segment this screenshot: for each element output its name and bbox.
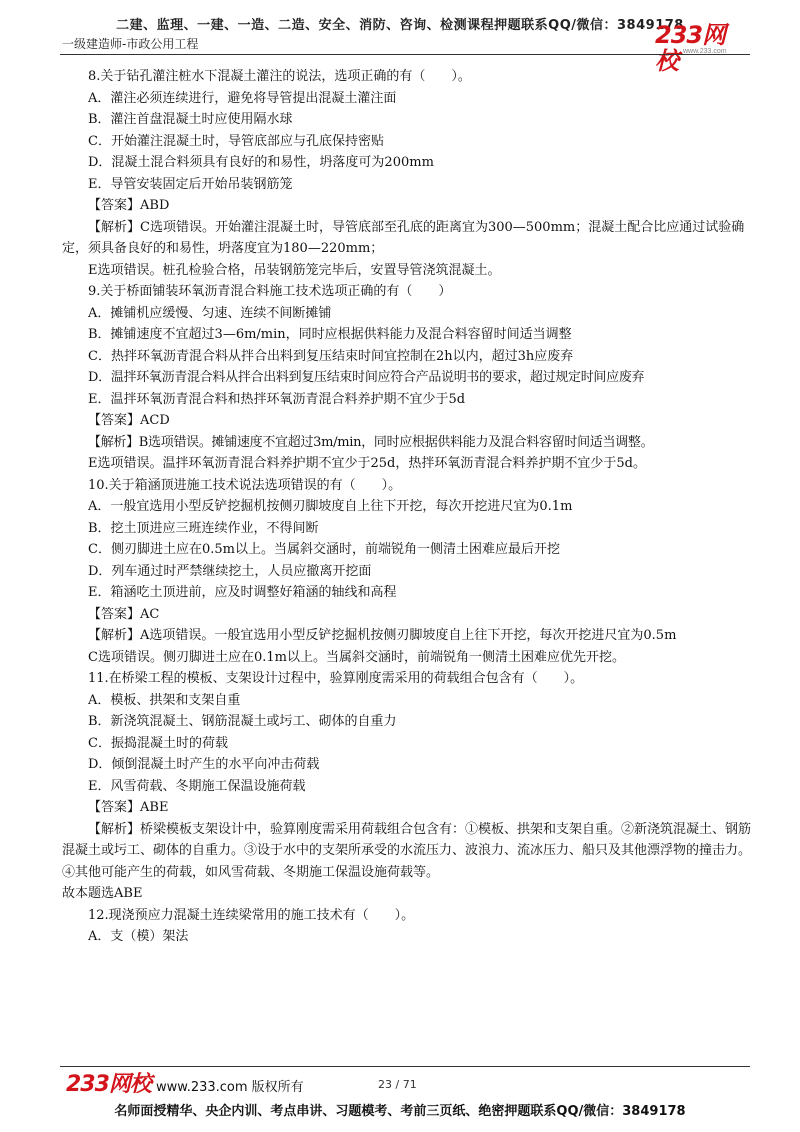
question-9-option-b: B．摊铺速度不宜超过3—6m/min，同时应根据供料能力及混合料容留时间适当调整 (88, 327, 572, 342)
question-10-analysis-2: C选项错误。侧刃脚进土应在0.1m以上。当属斜交涵时，前端锐角一侧清土困难应优先开挖。 (88, 649, 625, 665)
question-8-option-c: C．开始灌注混凝土时，导管底部应与孔底保持密贴 (88, 133, 384, 149)
question-11-option-c: C．振捣混凝土时的荷载 (88, 735, 228, 751)
question-8-option-a: A．灌注必须连续进行，避免将导管提出混凝土灌注面 (88, 90, 397, 106)
question-8-analysis: 【解析】C选项错误。开始灌注混凝土时，导管底部至孔底的距离宜为300—500mm；混凝土配合比应通过试验确定，须具备良好的和易性，坍落度宜为180—220mm； (62, 219, 745, 256)
question-8-analysis-2: E选项错误。桩孔检验合格，吊装钢筋笼完毕后，安置导管浇筑混凝土。 (88, 262, 501, 278)
question-10-option-b: B．挖土顶进应三班连续作业，不得间断 (88, 520, 319, 536)
question-11-option-d: D．倾倒混凝土时产生的水平向冲击荷载 (88, 757, 320, 772)
question-10-option-e: E．箱涵吃土顶进前，应及时调整好箱涵的轴线和高程 (88, 585, 397, 600)
page-number: 23 / 71 (378, 1078, 417, 1091)
question-11-analysis: 【解析】桥梁模板支架设计中，验算刚度需采用荷载组合包含有：①模板、拱架和支架自重。②新浇筑混凝土、钢筋混凝土或圬工、砌体的自重力。③设于水中的支架所承受的水流压力、波浪力、流冰压力、船只及其他漂浮物的撞击力。④其他可能产生的荷载，如风雪荷载、冬期施工保温设施荷载等。 (62, 821, 752, 880)
question-11-answer: 【答案】ABE (88, 800, 169, 815)
question-10-option-d: D．列车通过时严禁继续挖土，人员应撤离开挖面 (88, 563, 372, 579)
brand-logo-text: 233网校 (655, 21, 726, 75)
question-10-option-c: C．侧刃脚进土应在0.5m以上。当属斜交涵时，前端锐角一侧清土困难应最后开挖 (88, 542, 560, 557)
question-8-stem: 8.关于钻孔灌注桩水下混凝土灌注的说法，选项正确的有（ ）。 (88, 69, 471, 84)
footer-logo (66, 1072, 151, 1098)
question-8-option-d: D．混凝土混合料须具有良好的和易性，坍落度可为200mm (88, 155, 434, 170)
question-10-stem: 10.关于箱涵顶进施工技术说法选项错误的有（ ）。 (88, 477, 402, 493)
question-11-option-b: B．新浇筑混凝土、钢筋混凝土或圬工、砌体的自重力 (88, 714, 397, 729)
document-body (62, 66, 752, 948)
question-9-analysis-2: E选项错误。温拌环氧沥青混合料养护期不宜少于25d，热拌环氧沥青混合料养护期不宜少于5d。 (88, 456, 646, 471)
question-9-stem: 9.关于桥面铺装环氧沥青混合料施工技术选项正确的有（ ） (88, 284, 452, 299)
question-8-answer: 【答案】ABD (88, 198, 170, 213)
brand-logo-url: www.233.com (683, 48, 727, 55)
question-12-stem: 12.现浇预应力混凝土连续梁常用的施工技术有（ ）。 (88, 907, 415, 923)
question-10-analysis: 【解析】A选项错误。一般宜选用小型反铲挖掘机按侧刃脚坡度自上往下开挖，每次开挖进尺宜为0.5m (88, 628, 677, 643)
question-8-option-e: E．导管安装固定后开始吊装钢筋笼 (88, 176, 293, 192)
footer-logo-text: 233网校 (66, 1072, 151, 1097)
header-divider (60, 54, 750, 55)
question-10-answer: 【答案】AC (88, 606, 160, 622)
footer-copyright: www.233.com 版权所有 (156, 1080, 304, 1095)
footer-divider (60, 1066, 750, 1067)
question-8-option-b: B．灌注首盘混凝土时应使用隔水球 (88, 112, 293, 127)
header-subtitle: 一级建造师-市政公用工程 (62, 37, 199, 51)
question-11-stem: 11.在桥梁工程的模板、支架设计过程中，验算刚度需采用的荷载组合包含有（ ）。 (88, 671, 584, 686)
question-11-option-a: A．模板、拱架和支架自重 (88, 692, 241, 708)
question-12-option-a: A．支（模）架法 (88, 929, 189, 944)
footer-contact-line: 名师面授精华、央企内训、考点串讲、习题模考、考前三页纸、绝密押题联系QQ/微信：3849178 (114, 1104, 686, 1119)
question-9-option-a: A．摊铺机应缓慢、匀速、连续不间断摊铺 (88, 305, 332, 321)
question-9-option-c: C．热拌环氧沥青混合料从拌合出料到复压结束时间宜控制在2h以内，超过3h应废弃 (88, 348, 574, 364)
brand-logo (655, 21, 745, 75)
header-contact-line: 二建、监理、一建、一造、二造、安全、消防、咨询、检测课程押题联系QQ/微信：3849178 (116, 18, 684, 33)
question-10-option-a: A．一般宜选用小型反铲挖掘机按侧刃脚坡度自上往下开挖，每次开挖进尺宜为0.1m (88, 499, 573, 514)
question-9-option-d: D．温拌环氧沥青混合料从拌合出料到复压结束时间应符合产品说明书的要求，超过规定时间应废弃 (88, 370, 645, 385)
question-9-option-e: E．温拌环氧沥青混合料和热拌环氧沥青混合料养护期不宜少于5d (88, 391, 466, 407)
question-11-analysis-2: 故本题选ABE (62, 886, 143, 901)
question-11-option-e: E．风雪荷载、冬期施工保温设施荷载 (88, 778, 306, 794)
question-9-analysis: 【解析】B选项错误。摊铺速度不宜超过3m/min，同时应根据供料能力及混合料容留时间适当调整。 (88, 434, 654, 450)
question-9-answer: 【答案】ACD (88, 413, 170, 428)
